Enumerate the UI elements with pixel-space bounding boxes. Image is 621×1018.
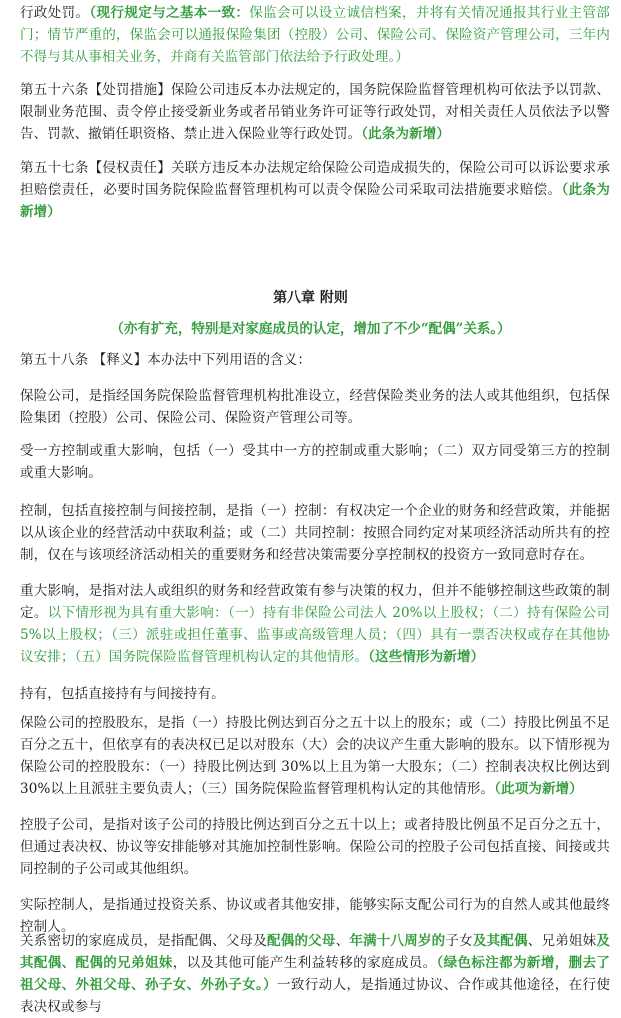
family-change-note: （绿色标注都为新增，删去了祖父母、外祖父母、孙子女、外孙子女。） xyxy=(20,955,610,993)
chapter-title: 第八章 附则 xyxy=(273,290,348,306)
new-article-note: （此条为新增） xyxy=(20,182,610,220)
definition-actual-controller: 实际控制人，是指通过投资关系、协议或者其他安排，能够实际支配公司行为的自然人或其他最终控制人。 xyxy=(20,897,610,935)
definition-insurance-company: 保险公司，是指经国务院保险监督管理机构批准设立，经营保险类业务的法人或其他组织，包括保险集团（控股）公司、保险公司、保险资产管理公司等。 xyxy=(20,388,610,426)
definition-holding: 持有，包括直接持有与间接持有。 xyxy=(20,686,225,702)
new-significant-influence-cases: 以下情形视为具有重大影响：（一）持有非保险公司法人 20%以上股权；（二）持有保险公司 5%以上股权；（三）派驻或担任董事、监事或高级管理人员；（四）具有一票否决权或存在其他协议安排；（五）国务院保险监督管理机构认定的其他情形。 xyxy=(20,605,610,665)
paragraph-penalty-continuation: 行政处罚。（现行规定与之基本一致：保监会可以设立诚信档案，并将有关情况通报其行业主管部门；情节严重的，保监会可以通报保险集团（控股）公司、保险公司、保险资产管理公司，三年内不得与其从事相关业务，并商有关监管部门依法给予行政处理。） xyxy=(20,5,611,65)
definition-subsidiary: 控股子公司，是指对该子公司的持股比例达到百分之五十以上；或者持股比例虽不足百分之五十，但通过表决权、协议等安排能够对其施加控制性影响。保险公司的控股子公司包括直接、间接或共同控制的子公司或其他组织。 xyxy=(20,817,610,877)
chapter-note: （亦有扩充，特别是对家庭成员的认定，增加了不少“配偶”关系。） xyxy=(110,321,511,337)
definition-significant-influence: 重大影响，是指对法人或组织的财务和经营政策有参与决策的权力，但并不能够控制这些政策的制定。以下情形视为具有重大影响：（一）持有非保险公司法人 20%以上股权；（二）持有保险公司 5%以上股权；（三）派驻或担任董事、监事或高级管理人员；（四）具有一票否决权或存在其他协议安排；（五）国务院保险监督管理机构认定的其他情形。（这些情形为新增） xyxy=(20,583,610,665)
new-item-note: （此项为新增） xyxy=(494,781,583,797)
definition-control: 控制，包括直接控制与间接控制，是指（一）控制：有权决定一个企业的财务和经营政策，并能据以从该企业的经营活动中获取利益；或（二）共同控制：按照合同约定对某项经济活动所共有的控制，仅在与该项经济活动相关的重要财务和经营决策需要分享控制权的投资方一致同意时存在。 xyxy=(20,503,610,563)
note-current-rule: 保监会可以设立诚信档案，并将有关情况通报其行业主管部门；情节严重的，保监会可以通报保险集团（控股）公司、保险公司、保险资产管理公司，三年内不得与其从事相关业务，并商有关监管部门依法给予行政处理。） xyxy=(20,5,611,65)
definition-close-family: 关系密切的家庭成员，是指配偶、父母及配偶的父母、年满十八周岁的子女及其配偶、兄弟姐妹及其配偶、配偶的兄弟姐妹，以及其他可能产生利益转移的家庭成员。（绿色标注都为新增，删去了祖父母、外祖父母、孙子女、外孙子女。）一致行动人，是指通过协议、合作或其他途径，在行使表决权或参与 xyxy=(20,933,611,1015)
article-58: 第五十八条 【释义】本办法中下列用语的含义： xyxy=(20,352,312,368)
definition-control-or-influence: 受一方控制或重大影响，包括（一）受其中一方的控制或重大影响；（二）双方同受第三方的控制或重大影响。 xyxy=(20,443,610,481)
definition-controlling-shareholder: 保险公司的控股股东，是指（一）持股比例达到百分之五十以上的股东；或（二）持股比例虽不足百分之五十，但依享有的表决权已足以对股东（大）会的决议产生重大影响的股东。以下情形视为保险公司的控股股东：（一）持股比例达到 30%以上且为第一大股东；（二）控制表决权比例达到 30%以上且派驻主要负责人；（三）国务院保险监督管理机构认定的其他情形。（此项为新增） xyxy=(20,715,610,797)
article-57: 第五十七条【侵权责任】关联方违反本办法规定给保险公司造成损失的，保险公司可以诉讼要求承担赔偿责任，必要时国务院保险监督管理机构可以责令保险公司采取司法措施要求赔偿。（此条为新增） xyxy=(20,160,610,220)
article-56: 第五十六条【处罚措施】保险公司违反本办法规定的，国务院保险监督管理机构可依法予以罚款、限制业务范围、责令停止接受新业务或者吊销业务许可证等行政处罚，对相关责任人员依法予以警告、罚款、撤销任职资格、禁止进入保险业等行政处罚。（此条为新增） xyxy=(20,82,610,142)
new-article-note: （此条为新增） xyxy=(361,126,451,142)
note-current-rule-label: （现行规定与之基本一致： xyxy=(89,5,250,21)
new-cases-note: （这些情形为新增） xyxy=(368,649,485,665)
